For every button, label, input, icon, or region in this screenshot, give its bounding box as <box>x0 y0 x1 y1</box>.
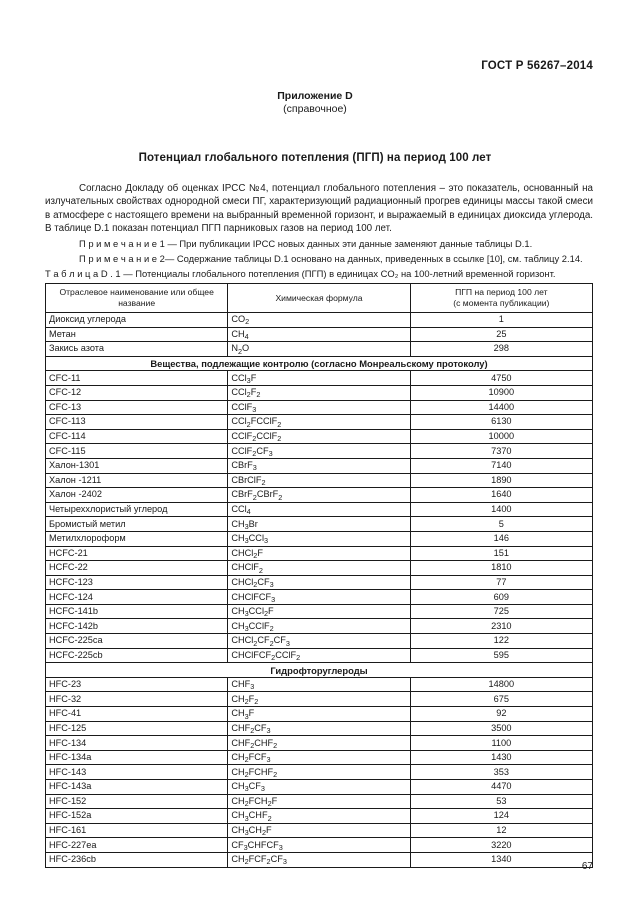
table-head <box>46 284 593 313</box>
cell-substance-name: CFC-12 <box>46 385 228 400</box>
cell-gwp-value: 7370 <box>410 444 592 459</box>
table-row <box>46 488 593 503</box>
column-header-substance-name: Отраслевое наименование или общее название <box>46 284 228 313</box>
table-row <box>46 707 593 722</box>
cell-substance-name: HCFC-124 <box>46 590 228 605</box>
column-header-gwp-line1: ПГП на период 100 лет <box>455 287 548 297</box>
cell-chemical-formula: CHClFCF$_2$CClF$_2$ <box>228 648 410 663</box>
table-row <box>46 677 593 692</box>
cell-chemical-formula: $CF_3CHFCF_3$ <box>228 838 410 853</box>
cell-substance-name: HFC-161 <box>46 823 228 838</box>
cell-substance-name: HFC-134a <box>46 750 228 765</box>
cell-chemical-formula: CCl$_3$F <box>228 371 410 386</box>
table-row <box>46 561 593 576</box>
cell-substance-name: HFC-143a <box>46 780 228 795</box>
cell-gwp-value: 353 <box>410 765 592 780</box>
cell-substance-name: CFC-114 <box>46 429 228 444</box>
cell-gwp-value: 1640 <box>410 488 592 503</box>
appendix-subtitle: (справочное) <box>283 103 347 115</box>
cell-chemical-formula: $CClF_2CF_3$ <box>228 444 410 459</box>
cell-substance-name: HFC-227ea <box>46 838 228 853</box>
cell-gwp-value: 2310 <box>410 619 592 634</box>
cell-chemical-formula: CHClF$_2$ <box>228 561 410 576</box>
cell-gwp-value: 12 <box>410 823 592 838</box>
cell-substance-name: Метилхлороформ <box>46 531 228 546</box>
cell-substance-name: Закись азота <box>46 342 228 357</box>
column-header-gwp <box>410 284 592 313</box>
cell-chemical-formula: CBrClF$_2$ <box>228 473 410 488</box>
cell-gwp-value: 77 <box>410 575 592 590</box>
table-caption-text: — Потенциалы глобального потепления (ПГП) в единицах CO₂ на 100-летний временной горизонт. <box>120 268 556 279</box>
cell-chemical-formula: $CH_3Br$ <box>228 517 410 532</box>
cell-gwp-value: 4470 <box>410 780 592 795</box>
table-row <box>46 648 593 663</box>
table-row <box>46 473 593 488</box>
table-row <box>46 765 593 780</box>
cell-chemical-formula: $N_2O$ <box>228 342 410 357</box>
cell-gwp-value: 1810 <box>410 561 592 576</box>
table-row <box>46 823 593 838</box>
cell-chemical-formula: $CH_3CCl_2F$ <box>228 604 410 619</box>
gwp-table <box>45 283 593 868</box>
table-row <box>46 780 593 795</box>
cell-gwp-value: 14400 <box>410 400 592 415</box>
cell-substance-name: Халон -2402 <box>46 488 228 503</box>
cell-substance-name: HCFC-123 <box>46 575 228 590</box>
cell-substance-name: HCFC-225ca <box>46 634 228 649</box>
intro-paragraph: Согласно Докладу об оценках IPCC №4, потенциал глобального потепления – это показатель, основанный на излучательных свойствах однородной смеси ПГ, характеризующий радиационный прогрев единицы массы такой смеси в атмосфере с настоящего времени на выбранный временной горизонт, и выражаемый в единицах диоксида углерода. В таблице D.1 показан потенциал ПГП парниковых газов на период 100 лет. <box>45 183 593 235</box>
cell-substance-name: Четыреххлористый углерод <box>46 502 228 517</box>
cell-gwp-value: 14800 <box>410 677 592 692</box>
cell-gwp-value: 1400 <box>410 502 592 517</box>
table-row <box>46 415 593 430</box>
cell-chemical-formula: CCl$_2$FCClF$_2$ <box>228 415 410 430</box>
table-row <box>46 546 593 561</box>
table-row <box>46 371 593 386</box>
cell-gwp-value: 298 <box>410 342 592 357</box>
cell-gwp-value: 725 <box>410 604 592 619</box>
column-header-gwp-line2: (с момента публикации) <box>453 298 550 308</box>
cell-gwp-value: 92 <box>410 707 592 722</box>
cell-chemical-formula: $CHCl_2CF_2CF_3$ <box>228 634 410 649</box>
column-header-chemical-formula: Химическая формула <box>228 284 410 313</box>
cell-chemical-formula: $CH_4$ <box>228 327 410 342</box>
cell-gwp-value: 3500 <box>410 721 592 736</box>
cell-gwp-value: 10900 <box>410 385 592 400</box>
table-row <box>46 794 593 809</box>
table-caption-label: Т а б л и ц а D . 1 <box>45 268 121 279</box>
cell-chemical-formula: $CH_3CF_3$ <box>228 780 410 795</box>
cell-substance-name: HFC-143 <box>46 765 228 780</box>
table-row <box>46 385 593 400</box>
table-row <box>46 429 593 444</box>
cell-substance-name: CFC-113 <box>46 415 228 430</box>
cell-chemical-formula: $CCl_2F_2$ <box>228 385 410 400</box>
cell-gwp-value: 1 <box>410 313 592 328</box>
table-row <box>46 838 593 853</box>
cell-chemical-formula: CHCl$_2$F <box>228 546 410 561</box>
cell-substance-name: HFC-32 <box>46 692 228 707</box>
cell-gwp-value: 1890 <box>410 473 592 488</box>
note-2-text: — Содержание таблицы D.1 основано на данных, приведенных в ссылке [10], см. таблицу 2.14. <box>164 253 583 264</box>
cell-chemical-formula: CBrF$_3$ <box>228 458 410 473</box>
table-row <box>46 575 593 590</box>
cell-gwp-value: 1100 <box>410 736 592 751</box>
cell-substance-name: CFC-11 <box>46 371 228 386</box>
cell-gwp-value: 151 <box>410 546 592 561</box>
cell-chemical-formula: CClF$_2$CClF$_2$ <box>228 429 410 444</box>
cell-gwp-value: 146 <box>410 531 592 546</box>
appendix-title: Приложение D <box>277 90 353 102</box>
cell-chemical-formula: $CH_2FCH_2F$ <box>228 794 410 809</box>
cell-gwp-value: 25 <box>410 327 592 342</box>
table-row <box>46 590 593 605</box>
page-title: Потенциал глобального потепления (ПГП) на период 100 лет <box>138 152 492 164</box>
cell-substance-name: Диоксид углерода <box>46 313 228 328</box>
cell-chemical-formula: $CH_3CHF_2$ <box>228 809 410 824</box>
appendix-heading-block <box>0 90 630 116</box>
table-row <box>46 634 593 649</box>
cell-substance-name: HCFC-22 <box>46 561 228 576</box>
cell-chemical-formula: $CH_2F_2$ <box>228 692 410 707</box>
table-body <box>46 313 593 868</box>
cell-substance-name: Халон -1211 <box>46 473 228 488</box>
table-row <box>46 736 593 751</box>
cell-gwp-value: 4750 <box>410 371 592 386</box>
cell-substance-name: HCFC-141b <box>46 604 228 619</box>
table-row <box>46 809 593 824</box>
cell-substance-name: Бромистый метил <box>46 517 228 532</box>
cell-gwp-value: 124 <box>410 809 592 824</box>
cell-substance-name: HFC-23 <box>46 677 228 692</box>
cell-substance-name: HFC-152a <box>46 809 228 824</box>
cell-chemical-formula: $CHCl_2CF_3$ <box>228 575 410 590</box>
cell-gwp-value: 595 <box>410 648 592 663</box>
table-row <box>46 619 593 634</box>
cell-chemical-formula: $CH_3F$ <box>228 707 410 722</box>
table-row <box>46 692 593 707</box>
cell-gwp-value: 3220 <box>410 838 592 853</box>
cell-chemical-formula: CBrF$_2$CBrF$_2$ <box>228 488 410 503</box>
cell-gwp-value: 675 <box>410 692 592 707</box>
table-row <box>46 327 593 342</box>
cell-substance-name: Халон-1301 <box>46 458 228 473</box>
table-row <box>46 458 593 473</box>
cell-chemical-formula: CClF$_3$ <box>228 400 410 415</box>
cell-substance-name: CFC-115 <box>46 444 228 459</box>
table-row <box>46 750 593 765</box>
table-row <box>46 502 593 517</box>
standard-number-header: ГОСТ Р 56267–2014 <box>481 60 593 72</box>
cell-gwp-value: 53 <box>410 794 592 809</box>
cell-chemical-formula: $CH_2FCHF_2$ <box>228 765 410 780</box>
cell-substance-name: HCFC-21 <box>46 546 228 561</box>
cell-gwp-value: 10000 <box>410 429 592 444</box>
cell-chemical-formula: $CHF_3$ <box>228 677 410 692</box>
table-row <box>46 721 593 736</box>
table-row <box>46 852 593 867</box>
cell-substance-name: Метан <box>46 327 228 342</box>
cell-gwp-value: 7140 <box>410 458 592 473</box>
table-row <box>46 517 593 532</box>
cell-substance-name: HCFC-142b <box>46 619 228 634</box>
cell-chemical-formula: $CO_2$ <box>228 313 410 328</box>
table-row <box>46 313 593 328</box>
cell-substance-name: HFC-41 <box>46 707 228 722</box>
note-1-label: П р и м е ч а н и е 1 <box>79 238 165 249</box>
cell-gwp-value: 1430 <box>410 750 592 765</box>
cell-chemical-formula: CHClFCF$_3$ <box>228 590 410 605</box>
table-row <box>46 400 593 415</box>
table-section-row <box>46 663 593 678</box>
cell-substance-name: HFC-125 <box>46 721 228 736</box>
table-row <box>46 604 593 619</box>
cell-gwp-value: 1340 <box>410 852 592 867</box>
table-header-row <box>46 284 593 313</box>
cell-chemical-formula: CCl$_4$ <box>228 502 410 517</box>
cell-chemical-formula: $CH_3CH_2F$ <box>228 823 410 838</box>
note-2-label: П р и м е ч а н и е 2 <box>79 253 165 264</box>
table-caption <box>45 268 597 280</box>
table-row <box>46 444 593 459</box>
cell-substance-name: HFC-236cb <box>46 852 228 867</box>
table-row <box>46 531 593 546</box>
cell-substance-name: HFC-134 <box>46 736 228 751</box>
table-section-label: Гидрофторуглероды <box>46 663 593 678</box>
table-section-row <box>46 356 593 371</box>
table-row <box>46 342 593 357</box>
table-section-label: Вещества, подлежащие контролю (согласно Монреальскому протоколу) <box>46 356 593 371</box>
cell-gwp-value: 6130 <box>410 415 592 430</box>
cell-gwp-value: 122 <box>410 634 592 649</box>
note-1-text: — При публикации IPCC новых данных эти данные заменяют данные таблицы D.1. <box>164 238 533 249</box>
note-1 <box>45 237 593 250</box>
cell-chemical-formula: $CH_2FCF_3$ <box>228 750 410 765</box>
cell-substance-name: HCFC-225cb <box>46 648 228 663</box>
cell-chemical-formula: $CH_2FCF_2CF_3$ <box>228 852 410 867</box>
cell-gwp-value: 609 <box>410 590 592 605</box>
cell-gwp-value: 5 <box>410 517 592 532</box>
cell-chemical-formula: $CH_3CCl_3$ <box>228 531 410 546</box>
cell-chemical-formula: $CH_3CClF_2$ <box>228 619 410 634</box>
note-2 <box>45 252 593 265</box>
page-number: 67 <box>581 861 593 872</box>
cell-chemical-formula: $CHF_2CHF_2$ <box>228 736 410 751</box>
cell-chemical-formula: $CHF_2CF_3$ <box>228 721 410 736</box>
cell-substance-name: CFC-13 <box>46 400 228 415</box>
cell-substance-name: HFC-152 <box>46 794 228 809</box>
